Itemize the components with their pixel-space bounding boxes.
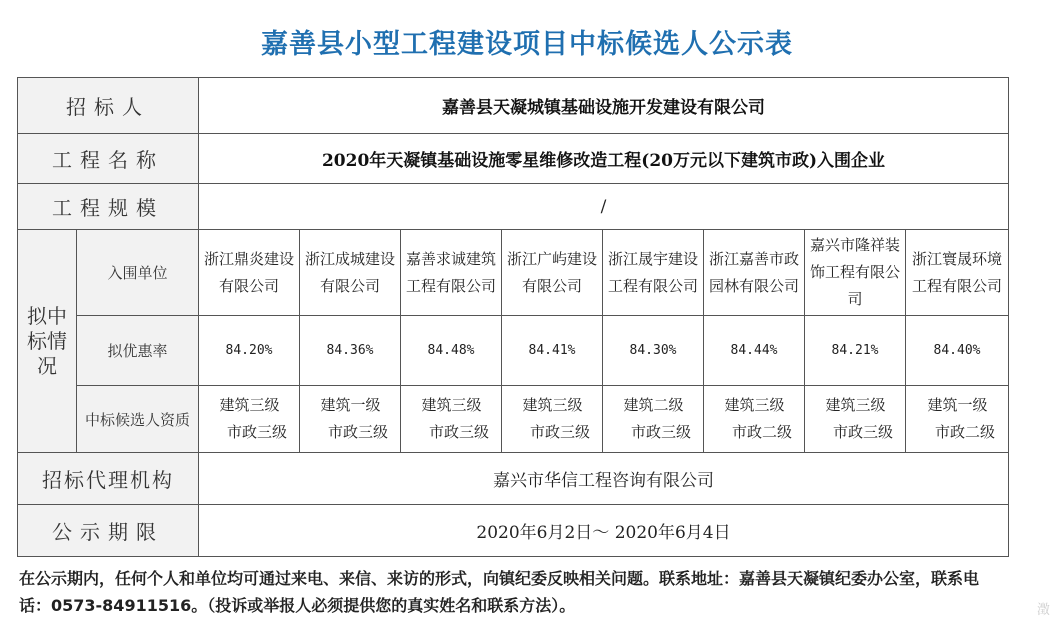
candidate-qualification: [300, 386, 401, 453]
candidate-qualification: [704, 386, 805, 453]
qualification-municipal: 市政二级: [934, 423, 995, 441]
candidate-qualification: [502, 386, 603, 453]
row-period: [18, 505, 1009, 557]
qualification-municipal: 市政三级: [832, 423, 893, 441]
candidates-side-label: 拟中标情况: [18, 230, 77, 453]
qualification-municipal: 市政三级: [327, 423, 388, 441]
tenderer-label: 招标人: [18, 78, 199, 134]
candidate-rate: 84.21%: [805, 316, 906, 386]
period-label: 公示期限: [18, 505, 199, 557]
project-scale-value: /: [199, 184, 1009, 230]
candidate-qualification: [603, 386, 704, 453]
candidate-rate: 84.41%: [502, 316, 603, 386]
candidate-rate: 84.20%: [199, 316, 300, 386]
project-scale-label: 工程规模: [18, 184, 199, 230]
qualification-building: 建筑三级: [421, 396, 482, 414]
agency-label: 招标代理机构: [18, 453, 199, 505]
qualification-building: 建筑二级: [623, 396, 684, 414]
candidate-unit: 浙江广屿建设有限公司: [502, 230, 603, 316]
qualification-building: 建筑三级: [724, 396, 785, 414]
project-name-value: 2020年天凝镇基础设施零星维修改造工程(20万元以下建筑市政)入围企业: [199, 134, 1009, 184]
qualification-municipal: 市政三级: [226, 423, 287, 441]
complaint-notice: 在公示期内，任何个人和单位均可通过来电、来信、来访的形式，向镇纪委反映相关问题。联系地址：嘉善县天凝镇纪委办公室，联系电话：0573-84911516。（投诉或举报人必须提供您的真实姓名和联系方法）。: [19, 569, 980, 615]
row-agency: [18, 453, 1009, 505]
candidate-unit: 浙江成城建设有限公司: [300, 230, 401, 316]
candidate-rate: 84.40%: [906, 316, 1009, 386]
candidate-unit: 浙江晟宇建设工程有限公司: [603, 230, 704, 316]
unit-label: 入围单位: [77, 230, 199, 316]
bid-candidate-table: [17, 77, 1009, 557]
qualification-building: 建筑一级: [320, 396, 381, 414]
qual-label: 中标候选人资质: [77, 386, 199, 453]
candidate-qualification: [199, 386, 300, 453]
row-project-name: [18, 134, 1009, 184]
qualification-municipal: 市政三级: [428, 423, 489, 441]
candidate-rate: 84.44%: [704, 316, 805, 386]
row-discount-rates: [18, 316, 1009, 386]
corner-mark: 澂: [1036, 603, 1050, 618]
candidate-rate: 84.36%: [300, 316, 401, 386]
candidate-unit: 浙江鼎炎建设有限公司: [199, 230, 300, 316]
qualification-municipal: 市政三级: [630, 423, 691, 441]
qualification-building: 建筑一级: [927, 396, 988, 414]
qualification-municipal: 市政三级: [529, 423, 590, 441]
candidate-qualification: [906, 386, 1009, 453]
candidate-unit: 嘉兴市隆祥装饰工程有限公司: [805, 230, 906, 316]
tenderer-value: 嘉善县天凝城镇基础设施开发建设有限公司: [199, 78, 1009, 134]
row-candidate-units: [18, 230, 1009, 316]
qualification-building: 建筑三级: [825, 396, 886, 414]
candidate-unit: 嘉善求诚建筑工程有限公司: [401, 230, 502, 316]
row-tenderer: [18, 78, 1009, 134]
row-qualifications: [18, 386, 1009, 453]
agency-value: 嘉兴市华信工程咨询有限公司: [199, 453, 1009, 505]
period-value: 2020年6月2日～ 2020年6月4日: [199, 505, 1009, 557]
rate-label: 拟优惠率: [77, 316, 199, 386]
qualification-building: 建筑三级: [522, 396, 583, 414]
candidate-unit: 浙江寰晟环境工程有限公司: [906, 230, 1009, 316]
candidate-rate: 84.30%: [603, 316, 704, 386]
candidate-rate: 84.48%: [401, 316, 502, 386]
project-name-label: 工程名称: [18, 134, 199, 184]
qualification-building: 建筑三级: [219, 396, 280, 414]
qualification-municipal: 市政二级: [731, 423, 792, 441]
candidate-unit: 浙江嘉善市政园林有限公司: [704, 230, 805, 316]
page-title: 嘉善县小型工程建设项目中标候选人公示表: [261, 29, 793, 60]
candidate-qualification: [805, 386, 906, 453]
candidate-qualification: [401, 386, 502, 453]
row-project-scale: [18, 184, 1009, 230]
